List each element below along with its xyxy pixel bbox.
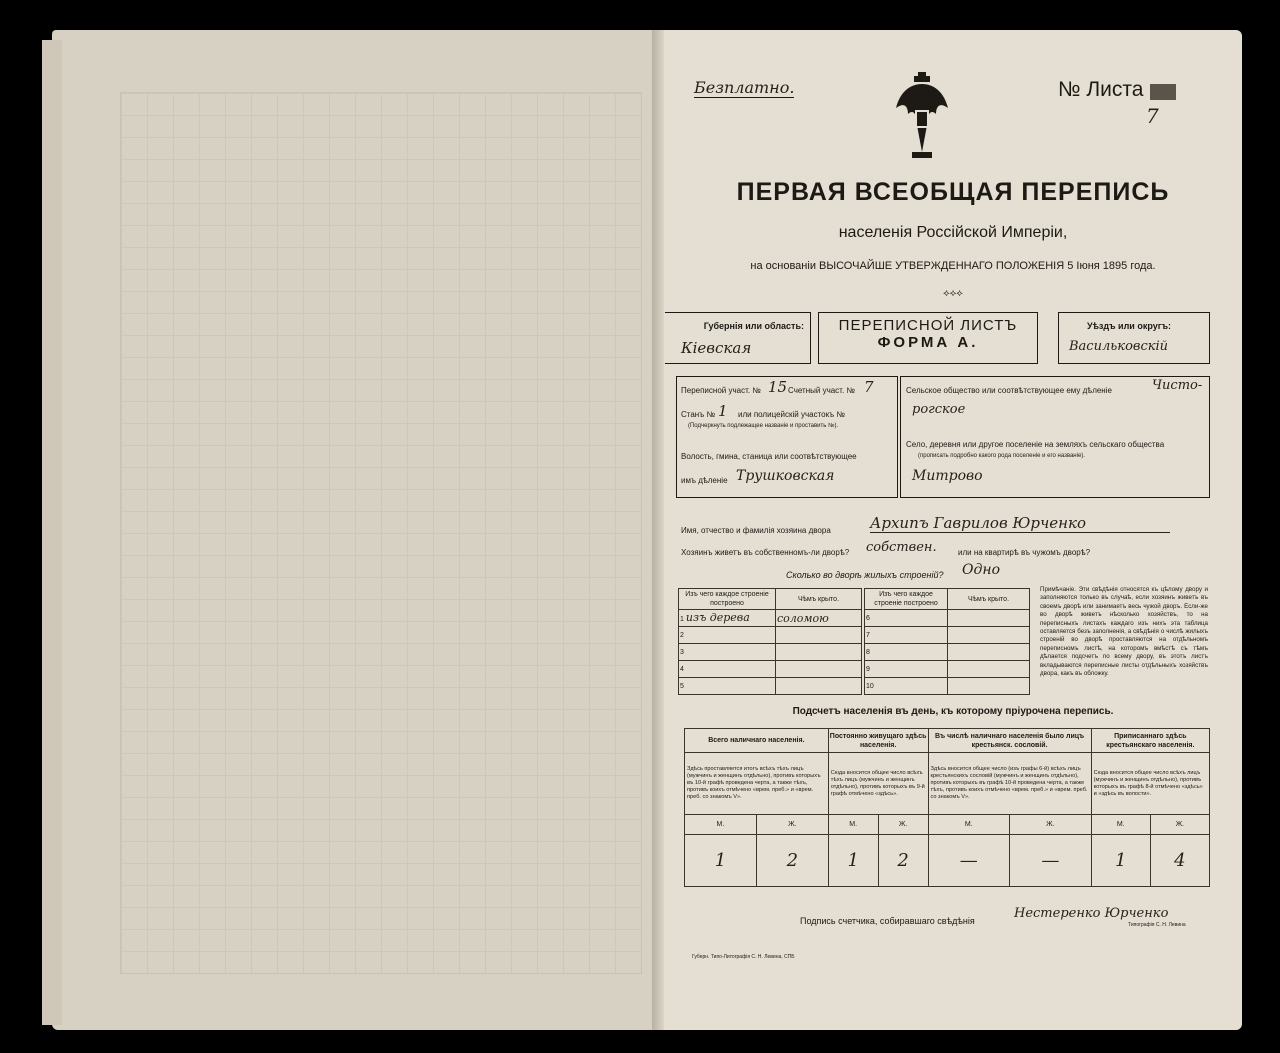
- pop-value-f-2: 2: [878, 835, 928, 887]
- pop-value-m-2: 1: [828, 835, 878, 887]
- free-label: Безплатно.: [694, 78, 795, 97]
- pop-head-3: Въ числѣ наличнаго населенія было лицъ крестьянск. сословій.: [928, 729, 1091, 753]
- pop-desc-2: Сюда вносится общее число всѣхъ тѣхъ лицъ (мужчинъ и женщинъ отдѣльно), противъ которыхъ въ 9-й графѣ отмѣчено «здѣсь».: [828, 753, 928, 815]
- buildings-table-right: [864, 588, 1030, 695]
- lives-label: Хозяинъ живетъ въ собственномъ-ли дворѣ?: [681, 548, 850, 557]
- faded-grid-table: [120, 92, 642, 974]
- stan-label: Станъ №: [681, 410, 716, 419]
- owner-label: Имя, отчество и фамилія хозяина двора: [681, 526, 831, 535]
- buildings-table-left: [678, 588, 862, 695]
- stan-value: 1: [718, 402, 728, 420]
- count-section-label: Счетный участ. №: [788, 386, 855, 395]
- pop-value-m-1: 1: [685, 835, 757, 887]
- buildings-value: Одно: [962, 562, 1001, 578]
- pop-value-f-1: 2: [756, 835, 828, 887]
- m-label: М.: [685, 815, 757, 835]
- volost-label-2: имъ дѣленіе: [681, 476, 728, 485]
- community-value-2: рогское: [912, 402, 966, 417]
- ornament: ⟡⟡⟡: [943, 288, 963, 299]
- volost-value: Трушковская: [736, 468, 835, 484]
- community-label: Сельское общество или соотвѣтствующее ему дѣленіе: [906, 386, 1112, 395]
- pop-head-1: Всего наличнаго населенія.: [685, 729, 829, 753]
- f-label: Ж.: [756, 815, 828, 835]
- f-label: Ж.: [1010, 815, 1092, 835]
- form-title-box: [818, 312, 1038, 364]
- page-stack-edge: [42, 40, 62, 1025]
- census-section-label: Переписной участ. №: [681, 386, 761, 395]
- village-label: Село, деревня или другое поселеніе на земляхъ сельскаго общества: [906, 440, 1165, 449]
- table-row: 4: [679, 661, 862, 678]
- police-note: (Подчеркнуть подлежащее названіе и проставить №).: [688, 423, 839, 429]
- basis-line: на основаніи ВЫСОЧАЙШЕ УТВЕРЖДЕННАГО ПОЛОЖЕНІЯ 5 Іюня 1895 года.: [750, 260, 1156, 272]
- roof-value: соломою: [776, 610, 862, 627]
- pop-desc-1: Здѣсь проставляется итогъ всѣхъ тѣхъ лицъ (мужчинъ и женщинъ отдѣльно), противъ которыхъ въ 10-й графѣ проведена черта, а также тѣхъ, противъ коихъ отмѣчено «врем. преб.» и «врем. преб. со знакомъ V».: [685, 753, 829, 815]
- table-row: 10: [865, 678, 948, 695]
- f-label: Ж.: [878, 815, 928, 835]
- sheet-number-label: № Листа: [1058, 78, 1144, 101]
- f-label: Ж.: [1150, 815, 1209, 835]
- pop-desc-4: Сюда вносится общее число всѣхъ лицъ (мужчинъ и женщинъ отдѣльно), противъ которыхъ въ графѣ 8-й отмѣчено «здѣсь» и «здѣсь въ волости».: [1091, 753, 1209, 815]
- table-row: 7: [865, 627, 948, 644]
- sheet-number-hand: 7: [1146, 104, 1159, 128]
- pop-value-m-3: —: [928, 835, 1010, 887]
- material-value: изъ дерева: [685, 610, 750, 624]
- signature-label: Подпись счетчика, собиравшаго свѣдѣнія: [800, 916, 975, 926]
- gubernia-box: [665, 312, 811, 364]
- uezd-box: [1058, 312, 1210, 364]
- m-label: М.: [828, 815, 878, 835]
- uezd-label: Уѣздъ или округъ:: [1087, 321, 1172, 331]
- pop-head-2: Постоянно живущаго здѣсь населенія.: [828, 729, 928, 753]
- gubernia-value: Кіевская: [681, 339, 752, 357]
- pop-head-4: Приписаннаго здѣсь крестьянскаго населенія.: [1091, 729, 1209, 753]
- col-roof: Чѣмъ крыто.: [776, 589, 862, 610]
- count-section-value: 7: [864, 378, 874, 396]
- lives-label-2: или на квартирѣ въ чужомъ дворѣ?: [958, 548, 1091, 557]
- note-text: Примѣчаніе. Эти свѣдѣнія относятся къ цѣлому двору и заполняются только въ случаѣ, если хозяинъ живетъ въ своемъ дворѣ или занимаетъ весь чужой дворъ. Если-же во дворѣ живетъ нѣсколько хозяйствъ, то на переписныхъ листахъ каждаго изъ нихъ эта таблица оставляется безъ заполненія, а свѣдѣнія о числѣ жилыхъ строеній во дворѣ проставляются на отдѣльномъ переписномъ листѣ, на которомъ вмѣстѣ съ тѣмъ дѣлается подсчетъ по всему двору, въ этотъ листъ вкладываются переписные листы отдѣльныхъ хозяйствъ двора, какъ въ обложку.: [1040, 586, 1208, 678]
- uezd-value: Васильковскій: [1069, 339, 1169, 354]
- table-row: 8: [865, 644, 948, 661]
- imperial-eagle-icon: [894, 70, 950, 162]
- m-label: М.: [1091, 815, 1150, 835]
- page-title: ПЕРВАЯ ВСЕОБЩАЯ ПЕРЕПИСЬ: [736, 178, 1170, 206]
- table-row: 1 изъ дерева соломою: [679, 610, 862, 627]
- population-table: [684, 728, 1210, 887]
- lives-value: собствен.: [866, 540, 937, 555]
- form-title: ФОРМА А.: [877, 334, 979, 351]
- pop-value-m-4: 1: [1091, 835, 1150, 887]
- col-material-2: Изъ чего каждое строеніе построено: [865, 589, 948, 610]
- col-roof-2: Чѣмъ крыто.: [948, 589, 1030, 610]
- sheet-number-redacted: [1150, 84, 1176, 100]
- owner-value: Архипъ Гаврилов Юрченко: [870, 514, 1170, 533]
- table-row: 5: [679, 678, 862, 695]
- police-label: или полицейскій участокъ №: [738, 410, 845, 419]
- col-material: Изъ чего каждое строеніе построено: [679, 589, 776, 610]
- pop-desc-3: Здѣсь вносится общее число (изъ графы 6-й) всѣхъ лицъ крестьянскихъ сословій (мужчинъ и женщинъ отдѣльно), противъ которыхъ въ графѣ 10-й проведена черта, а также тѣхъ, противъ коихъ отмѣчено «врем. преб.» и «врем. преб. со знакомъ V».: [928, 753, 1091, 815]
- table-row: 3: [679, 644, 862, 661]
- m-label: М.: [928, 815, 1010, 835]
- table-row: 2: [679, 627, 862, 644]
- sheet-title: ПЕРЕПИСНОЙ ЛИСТЪ: [838, 317, 1018, 334]
- census-section-value: 15: [768, 378, 788, 396]
- table-row: 9: [865, 661, 948, 678]
- table-row: 6: [865, 610, 948, 627]
- pop-value-f-3: —: [1010, 835, 1092, 887]
- pop-value-f-4: 4: [1150, 835, 1209, 887]
- page-subtitle: населенія Россійской Имперіи,: [838, 224, 1068, 241]
- signature-value: Нестеренко Юрченко: [1014, 906, 1169, 921]
- community-value-1: Чисто-: [1152, 378, 1203, 393]
- printer-left: Губерн. Типо-Литографія С. Н. Левина, СПБ: [692, 954, 795, 960]
- population-title: Подсчетъ населенія въ день, къ которому пріурочена перепись.: [792, 706, 1114, 717]
- village-value: Митрово: [912, 468, 983, 484]
- gubernia-label: Губернія или область:: [703, 321, 804, 331]
- volost-label: Волость, гмина, станица или соотвѣтствующее: [681, 452, 857, 461]
- buildings-label: Сколько во дворѣ жилыхъ строеній?: [786, 570, 944, 580]
- village-note: (прописать подробно какого рода поселеніе и его названіе).: [918, 453, 1085, 459]
- printer-right: Типографія С. Н. Левина: [1128, 922, 1186, 928]
